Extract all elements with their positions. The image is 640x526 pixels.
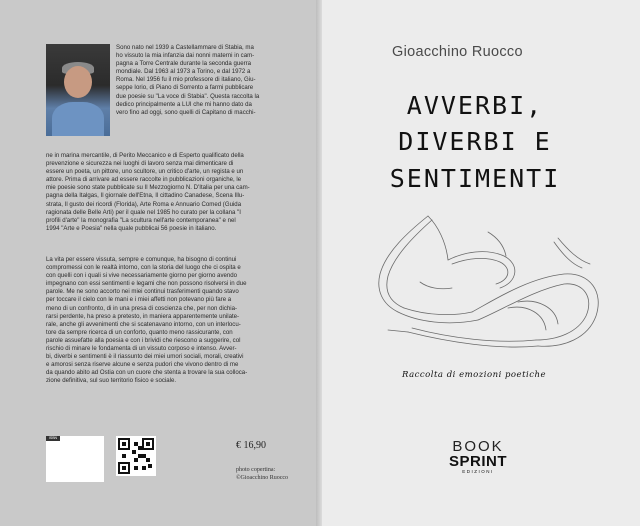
bio-line: attore. Prima di arrivare ad essere raccolte in pubblicazioni organiche, le xyxy=(46,176,242,184)
blurb-line: e amorosi senza riserve alcune e senza pudori che vivono dentro di me xyxy=(46,361,239,369)
pencil-sketch-drawing xyxy=(368,212,608,358)
publisher-word-edizioni: EDIZIONI xyxy=(462,469,494,474)
title-line: AVVERBI, xyxy=(406,91,544,120)
author-bio-continued xyxy=(46,152,312,233)
bio-line: ragionata delle Belle Arti) per il quale nel 1985 ho curato per la collana "I xyxy=(46,208,241,216)
book-title xyxy=(334,88,616,197)
blurb-line: La vita per essere vissuta, sempre e comunque, ha bisogno di continui xyxy=(46,256,237,263)
blurb-line: impegnano con essi sentimenti e legami che non possono risolversi in due xyxy=(46,280,247,288)
book-blurb xyxy=(46,256,312,386)
photo-credit-name: ©Gioacchino Ruocco xyxy=(236,475,289,482)
isbn-tag: ISBN xyxy=(46,436,60,441)
qr-code xyxy=(116,436,156,476)
blurb-line: con quelli con i quali si vive necessariamente giorno per giorno avendo xyxy=(46,272,238,280)
blurb-line: bi, diverbi e sentimenti è il riassunto dei miei umori sociali, morali, creativi xyxy=(46,353,244,361)
publisher-logo xyxy=(446,440,510,475)
blurb-line: rale, anche gli avvenimenti che si scatenavano intorno, con un interlocu- xyxy=(46,320,241,328)
bio-line: pagna della Italgas, Il giornale dell'Etna, Il cittadino Canadese, Scena Illu- xyxy=(46,192,245,200)
bio-line: dedico principalmente a LUI che mi hanno dato da xyxy=(116,100,252,108)
blurb-line: rarsi perdente, ha preso a pretesto, in maniera apparentemente unilate- xyxy=(46,312,240,320)
price: € 16,90 xyxy=(236,440,266,451)
author-bio-top xyxy=(116,44,312,117)
blurb-line: rischio di minare le fondamenta di un vissuto corposo e intenso. Avver- xyxy=(46,345,237,353)
publisher-word-book: BOOK xyxy=(452,438,504,455)
photo-credit-label: photo copertina: xyxy=(236,467,276,473)
blurb-line: parole assuefatte alla poesia e con i brividi che riescono a suggerire, col xyxy=(46,336,241,344)
blurb-line: da quando abito ad Ostia con un cuore che stenta a trovare la sua colloca- xyxy=(46,369,248,377)
bio-line: essere un poeta, un pittore, uno scultore, un critico d'arte, un regista e un xyxy=(46,168,244,176)
title-line: DIVERBI E xyxy=(398,127,552,157)
blurb-line: per toccare il cielo con le mani e i miei affetti non potevano più fare a xyxy=(46,296,232,304)
bio-line: mie poesie sono state pubblicate su Il Mezzogiorno N. D'Italia per una cam- xyxy=(46,184,250,192)
author-photo xyxy=(46,44,110,136)
blurb-line: zione definitiva, sul suo territorio fisico e sociale. xyxy=(46,377,177,385)
title-line: SENTIMENTI xyxy=(389,163,561,193)
bio-line: ho vissuto la mia infanzia dai nonni materni in cam- xyxy=(116,52,255,60)
bio-line: mondiale. Dal 1963 al 1973 a Torino, e dal 1972 a xyxy=(116,68,251,76)
publisher-word-sprint: SPRINT xyxy=(448,453,507,470)
blurb-line: parole. Me ne sono accorto nei miei continui trasferimenti quando stavo xyxy=(46,288,239,296)
bio-line: vero fino ad oggi, sono quelli di Capitano di macchi- xyxy=(116,108,256,116)
bio-line: prevenzione e sicurezza nei luoghi di lavoro senza mai dimenticare di xyxy=(46,160,234,168)
blurb-line: meno di un confronto, di in una presa di coscienza che, per non dichia- xyxy=(46,304,238,312)
bio-line: Sono nato nel 1939 a Castellammare di Stabia, ma xyxy=(116,44,254,51)
barcode xyxy=(46,436,104,482)
author-name: Gioacchino Ruocco xyxy=(392,44,523,60)
bio-line: seppe Iorio, di Piano di Sorrento a farmi pubblicare xyxy=(116,84,254,92)
bio-line: due poesie su "La voce di Stabia". Questa raccolta la xyxy=(116,92,260,100)
photo-credit xyxy=(236,466,288,483)
bio-line: strata, Il gusto dei ricordi (Florida), Arte Roma e Annuario Comed (Guida xyxy=(46,200,242,208)
bio-line: ne in marina mercantile, di Perito Meccanico e di Esperto qualificato della xyxy=(46,152,244,159)
bio-line: 1994 "Arte e Poesia" nella quale pubblicai 56 poesie in italiano. xyxy=(46,224,217,232)
bio-line: Roma. Nel 1956 fu il mio professore di italiano, Giu- xyxy=(116,76,256,84)
blurb-line: compromessi con le realtà intorno, con la storia del luogo che ci ospita e xyxy=(46,264,241,272)
bio-line: pagna a Torre Centrale durante la seconda guerra xyxy=(116,60,252,68)
subtitle: Raccolta di emozioni poetiche xyxy=(402,370,546,380)
bio-line: profili d'arte" la monografia "La scultura nell'arte contemporanea" e nel xyxy=(46,216,236,224)
blurb-line: tore da sempre ricerca di un conforto, quanto meno rassicurante, con xyxy=(46,328,233,336)
